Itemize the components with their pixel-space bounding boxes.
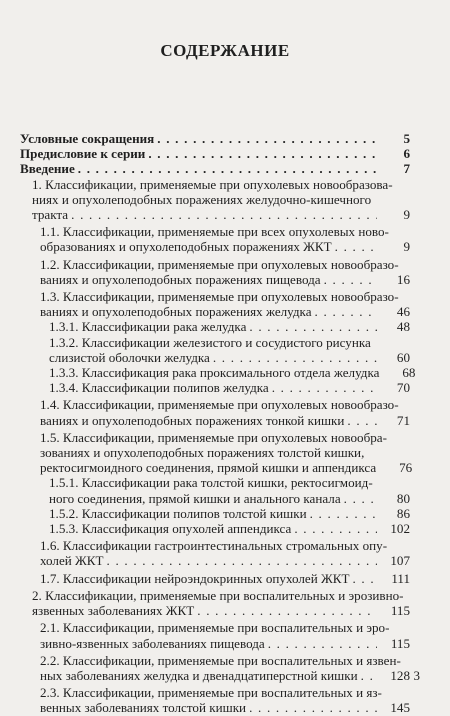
toc-entry-line: 1.7. Классификации нейроэндокринных опухолей ЖКТ bbox=[40, 570, 350, 586]
toc-entry-line: 1.3.3. Классификация рака проксимального отдела желудка bbox=[49, 365, 380, 381]
toc-page-number: 145 bbox=[390, 700, 410, 716]
toc-entry bbox=[20, 538, 410, 568]
toc-entry bbox=[20, 146, 410, 161]
toc-entry-line: холей ЖКТ bbox=[40, 553, 104, 569]
dot-leader bbox=[107, 553, 377, 568]
toc-entry-line: 1.6. Классификации гастроинтестинальных стромальных опу- bbox=[40, 538, 388, 554]
toc-entry bbox=[20, 588, 410, 618]
toc-page-number: 80 bbox=[396, 490, 410, 506]
dot-leader bbox=[249, 319, 377, 334]
dot-leader bbox=[294, 521, 377, 536]
toc-entry bbox=[20, 177, 410, 223]
toc-entry-line: тракта bbox=[32, 207, 69, 223]
dot-leader bbox=[310, 506, 377, 521]
toc-entry-line: 2.3. Классификации, применяемые при воспалительных и яз- bbox=[40, 685, 382, 701]
dot-leader bbox=[78, 161, 377, 176]
toc-entry-line: 1.4. Классификации, применяемые при опухолевых новообразо- bbox=[40, 397, 399, 413]
table-of-contents bbox=[20, 131, 416, 716]
toc-entry-line: 1.5. Классификации, применяемые при опухолевых новообра- bbox=[40, 429, 387, 445]
toc-entry-line: зованиях и опухолеподобных поражениях толстой кишки, bbox=[40, 445, 365, 461]
toc-entry bbox=[20, 365, 416, 381]
dot-leader bbox=[315, 304, 377, 319]
toc-entry-line: Предисловие к серии bbox=[20, 146, 146, 162]
toc-entry bbox=[20, 161, 410, 176]
dot-leader bbox=[347, 413, 377, 428]
toc-entry bbox=[20, 257, 410, 287]
page-number: 3 bbox=[413, 668, 420, 683]
toc-entry bbox=[20, 380, 410, 395]
toc-page-number: 48 bbox=[396, 319, 410, 335]
toc-page-number: 76 bbox=[399, 460, 413, 476]
toc-page-number: 5 bbox=[403, 131, 410, 146]
toc-entry-line: зивно-язвенных заболеваниях пищевода bbox=[40, 635, 265, 651]
toc-page-number: 7 bbox=[403, 161, 410, 177]
toc-entry-line: Введение bbox=[20, 161, 75, 177]
dot-leader bbox=[272, 380, 377, 395]
toc-entry bbox=[20, 506, 410, 521]
toc-entry-line: 1.3.2. Классификации железистого и сосудистого рисунка bbox=[49, 334, 371, 350]
toc-page-number: 86 bbox=[396, 505, 410, 521]
toc-entry bbox=[20, 224, 410, 254]
toc-entry bbox=[20, 397, 410, 427]
toc-entry-line: 2. Классификации, применяемые при воспалительных и эрозивно- bbox=[32, 587, 404, 603]
dot-leader bbox=[268, 636, 377, 651]
toc-page-number: 128 bbox=[390, 667, 410, 683]
dot-leader bbox=[157, 131, 377, 146]
dot-leader bbox=[213, 350, 377, 365]
toc-entry-line: язвенных заболеваниях ЖКТ bbox=[32, 603, 195, 619]
toc-entry-line: 1.5.1. Классификации рака толстой кишки, ректосигмоид- bbox=[49, 475, 373, 491]
toc-entry-line: слизистой оболочки желудка bbox=[49, 349, 210, 365]
toc-page-number: 9 bbox=[403, 239, 410, 255]
toc-entry bbox=[20, 289, 410, 319]
toc-entry-line: ваниях и опухолеподобных поражениях тонкой кишки bbox=[40, 412, 345, 428]
toc-page-number: 115 bbox=[390, 603, 410, 619]
toc-entry bbox=[20, 475, 410, 505]
toc-page-number: 102 bbox=[390, 521, 410, 537]
toc-entry-line: 1.1. Классификации, применяемые при всех опухолевых ново- bbox=[40, 224, 389, 240]
toc-entry bbox=[20, 653, 410, 683]
page-title: СОДЕРЖАНИЕ bbox=[160, 41, 290, 60]
toc-page-number: 46 bbox=[396, 304, 410, 320]
dot-leader bbox=[361, 668, 377, 683]
dot-leader bbox=[352, 571, 377, 586]
toc-entry bbox=[20, 429, 413, 476]
toc-page-number: 115 bbox=[390, 635, 410, 651]
toc-entry-line: ного соединения, прямой кишки и анального канала bbox=[49, 490, 341, 506]
toc-entry bbox=[20, 571, 410, 586]
toc-entry bbox=[20, 335, 410, 365]
toc-page-number: 70 bbox=[396, 380, 410, 396]
toc-entry-line: 1.5.3. Классификация опухолей аппендикса bbox=[49, 521, 292, 537]
toc-entry bbox=[20, 620, 410, 650]
toc-entry-line: 1.3.4. Классификации полипов желудка bbox=[49, 380, 269, 396]
toc-page-number: 6 bbox=[403, 146, 410, 162]
toc-page-number: 71 bbox=[396, 412, 410, 428]
toc-entry-line: Условные сокращения bbox=[20, 131, 155, 146]
dot-leader bbox=[249, 700, 377, 715]
toc-page-number: 111 bbox=[391, 570, 410, 586]
toc-entry-line: 1.2. Классификации, применяемые при опухолевых новообразо- bbox=[40, 256, 399, 272]
toc-entry-line: 1.5.2. Классификации полипов толстой кишки bbox=[49, 505, 307, 521]
toc-entry-line: 1.3.1. Классификации рака желудка bbox=[49, 319, 247, 335]
toc-entry-line: ректосигмоидного соединения, прямой кишки и аппендикса bbox=[40, 460, 377, 476]
toc-entry bbox=[20, 319, 410, 334]
toc-entry-line: 2.2. Классификации, применяемые при воспалительных и язвен- bbox=[40, 652, 401, 668]
dot-leader bbox=[197, 603, 377, 618]
dot-leader bbox=[335, 239, 377, 254]
toc-page-number: 68 bbox=[402, 365, 416, 381]
toc-entry-line: венных заболеваниях толстой кишки bbox=[40, 700, 247, 716]
toc-entry-line: ваниях и опухолеподобных поражениях желудка bbox=[40, 304, 312, 320]
dot-leader bbox=[344, 491, 377, 506]
toc-page-number: 60 bbox=[396, 349, 410, 365]
toc-page-number: 107 bbox=[390, 553, 410, 569]
toc-entry-line: ваниях и опухолеподобных поражениях пищевода bbox=[40, 271, 321, 287]
dot-leader bbox=[71, 207, 377, 222]
dot-leader bbox=[148, 146, 377, 161]
dot-leader bbox=[324, 272, 377, 287]
toc-entry bbox=[20, 131, 410, 146]
toc-entry bbox=[20, 521, 410, 536]
toc-page-number: 16 bbox=[396, 271, 410, 287]
toc-entry-line: 1. Классификации, применяемые при опухолевых новообразова- bbox=[32, 176, 393, 192]
toc-entry-line: 2.1. Классификации, применяемые при воспалительных и эро- bbox=[40, 620, 390, 636]
toc-entry-line: 1.3. Классификации, применяемые при опухолевых новообразо- bbox=[40, 289, 399, 305]
toc-entry-line: образованиях и опухолеподобных поражениях ЖКТ bbox=[40, 239, 332, 255]
toc-entry-line: ниях и опухолеподобных поражениях желудочно-кишечного bbox=[32, 191, 372, 207]
toc-entry-line: ных заболеваниях желудка и двенадцатиперстной кишки bbox=[40, 667, 358, 683]
toc-page-number: 9 bbox=[403, 207, 410, 223]
